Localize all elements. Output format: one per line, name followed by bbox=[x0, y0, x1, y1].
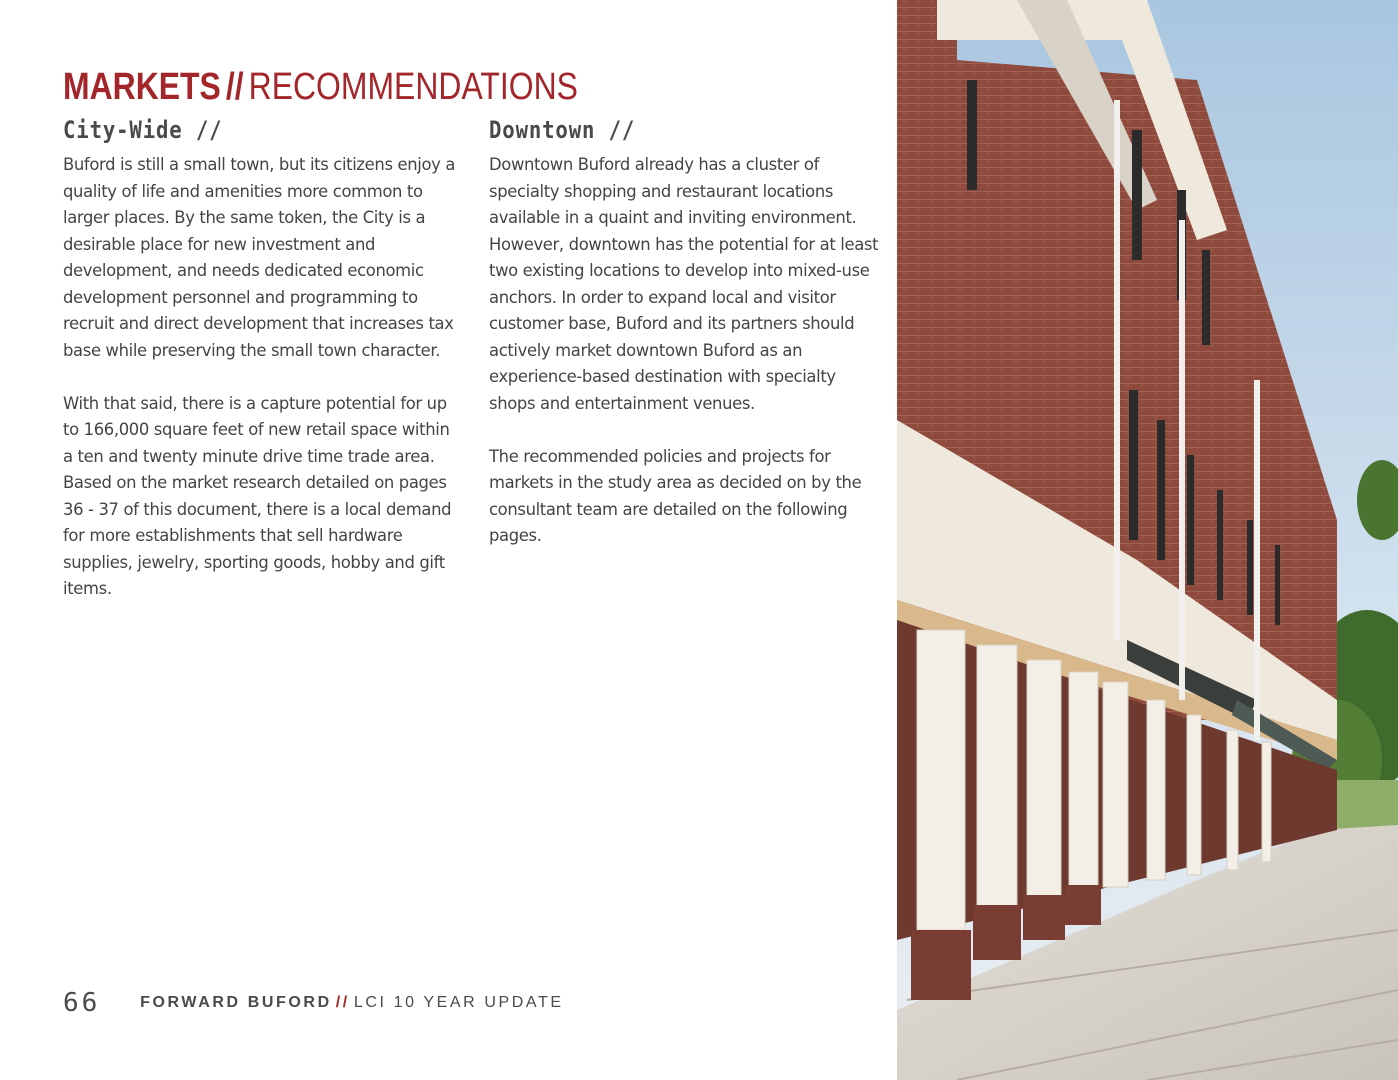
city-wide-paragraph-1: Buford is still a small town, but its citizens enjoy a quality of life and amenities more common to larger places. By the same token, the City is a desirable place for new investment and development, and needs dedicated economic development personnel and programming to recruit and direct development that increases tax base while preserving the small town character. bbox=[63, 155, 456, 360]
city-wide-heading: City-Wide // bbox=[63, 116, 223, 144]
downtown-heading: Downtown // bbox=[489, 116, 636, 144]
footer-title bbox=[140, 994, 564, 1012]
storefront-photo bbox=[897, 0, 1398, 1080]
page-footer bbox=[63, 988, 564, 1018]
footer-title-rest: LCI 10 YEAR UPDATE bbox=[353, 994, 564, 1011]
footer-title-bold: FORWARD BUFORD bbox=[140, 994, 332, 1011]
downtown-paragraph-1: Downtown Buford already has a cluster of specialty shopping and restaurant locations available in a quaint and inviting environment. However, downtown has the potential for at least two existing locations to develop into mixed-use anchors. In order to expand local and visitor customer base, Buford and its partners should actively market downtown Buford as an experience-based destination with specialty shops and entertainment venues. bbox=[489, 155, 879, 413]
page-title-separator: // bbox=[225, 66, 244, 108]
downtown-paragraph-2: The recommended policies and projects for markets in the study area as decided on by the consultant team are detailed on the following pages. bbox=[489, 446, 862, 545]
page-number: 66 bbox=[63, 988, 101, 1018]
downtown-column bbox=[489, 114, 884, 576]
city-wide-paragraph-2: With that said, there is a capture potential for up to 166,000 square feet of new retail space within a ten and twenty minute drive time trade area. Based on the market research detailed on pages 36 - 37 of this document, there is a local demand for more establishments that sell hardware supplies, jewelry, sporting goods, hobby and gift items. bbox=[63, 393, 452, 598]
footer-separator: // bbox=[335, 994, 350, 1011]
page-title bbox=[63, 64, 578, 110]
page-title-rest: RECOMMENDATIONS bbox=[248, 66, 578, 108]
page-title-bold: MARKETS bbox=[63, 66, 221, 108]
city-wide-column bbox=[63, 114, 463, 629]
